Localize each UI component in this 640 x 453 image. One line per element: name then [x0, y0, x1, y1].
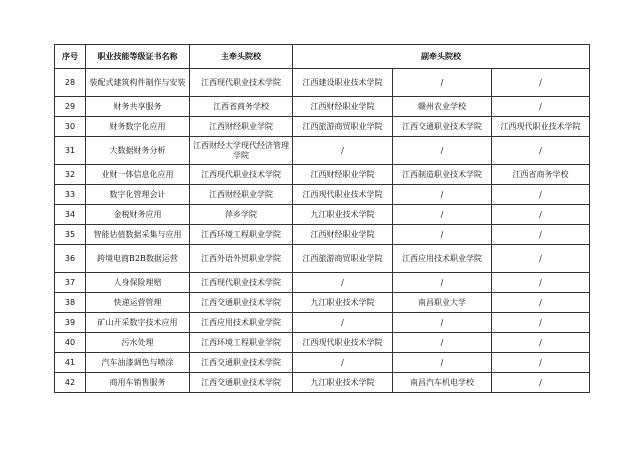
cell-no: 33 — [55, 185, 86, 205]
cell-lead: 江西交通职业技术学院 — [190, 293, 293, 313]
cell-no: 30 — [55, 117, 86, 137]
cell-lead: 江西现代职业技术学院 — [190, 165, 293, 185]
cell-vice-3: / — [492, 273, 590, 293]
cell-vice-3: / — [492, 185, 590, 205]
cell-vice-2: / — [393, 353, 492, 373]
cell-lead: 江西现代职业技术学院 — [190, 69, 293, 97]
cell-vice-3: / — [492, 69, 590, 97]
cell-cert: 金税财务应用 — [86, 205, 190, 225]
cell-vice-1: 江西财经职业学院 — [293, 225, 393, 245]
cell-vice-1: 江西现代职业技术学院 — [293, 333, 393, 353]
cell-vice-3: / — [492, 373, 590, 393]
header-vice: 副牵头院校 — [293, 45, 590, 69]
table-row — [55, 185, 590, 205]
cell-vice-2: 江西制造职业技术学院 — [393, 165, 492, 185]
table-row — [55, 333, 590, 353]
cell-no: 39 — [55, 313, 86, 333]
cell-vice-3: 江西省商务学校 — [492, 165, 590, 185]
cell-vice-3: / — [492, 205, 590, 225]
cell-no: 28 — [55, 69, 86, 97]
cell-vice-2: 江西交通职业技术学院 — [393, 117, 492, 137]
certificate-table — [54, 44, 590, 393]
header-row — [55, 45, 590, 69]
cell-vice-1: 江西财经职业学院 — [293, 165, 393, 185]
table-row — [55, 313, 590, 333]
cell-cert: 快递运营管理 — [86, 293, 190, 313]
table-row — [55, 137, 590, 165]
table-row — [55, 373, 590, 393]
cell-lead: 萍乡学院 — [190, 205, 293, 225]
cell-cert: 汽车油漆调色与喷涂 — [86, 353, 190, 373]
cell-vice-2: / — [393, 333, 492, 353]
cell-lead: 江西财经大学现代经济管理学院 — [190, 137, 293, 165]
cell-vice-1: / — [293, 353, 393, 373]
cell-lead: 江西交通职业技术学院 — [190, 373, 293, 393]
table-row — [55, 245, 590, 273]
cell-no: 31 — [55, 137, 86, 165]
cell-vice-2: / — [393, 205, 492, 225]
cell-no: 37 — [55, 273, 86, 293]
table-row — [55, 205, 590, 225]
cell-vice-1: 九江职业技术学院 — [293, 205, 393, 225]
cell-no: 40 — [55, 333, 86, 353]
cell-vice-3: / — [492, 293, 590, 313]
header-lead: 主牵头院校 — [190, 45, 293, 69]
cell-cert: 财务共享服务 — [86, 97, 190, 117]
cell-lead: 江西应用技术职业学院 — [190, 313, 293, 333]
cell-no: 32 — [55, 165, 86, 185]
cell-cert: 数字化管理会计 — [86, 185, 190, 205]
cell-cert: 业财一体信息化应用 — [86, 165, 190, 185]
cell-no: 35 — [55, 225, 86, 245]
cell-vice-2: / — [393, 225, 492, 245]
cell-vice-2: / — [393, 137, 492, 165]
cell-cert: 污水处理 — [86, 333, 190, 353]
cell-vice-2: 南昌职业大学 — [393, 293, 492, 313]
table-row — [55, 69, 590, 97]
cell-no: 38 — [55, 293, 86, 313]
cell-vice-1: 江西财经职业学院 — [293, 97, 393, 117]
cell-vice-2: / — [393, 313, 492, 333]
cell-vice-1: 九江职业技术学院 — [293, 293, 393, 313]
cell-no: 29 — [55, 97, 86, 117]
cell-lead: 江西财经职业学院 — [190, 117, 293, 137]
cell-lead: 江西现代职业技术学院 — [190, 273, 293, 293]
cell-vice-3: / — [492, 333, 590, 353]
cell-vice-3: / — [492, 313, 590, 333]
table-row — [55, 353, 590, 373]
cell-cert: 跨境电商B2B数据运营 — [86, 245, 190, 273]
cell-vice-1: 江西旅游商贸职业学院 — [293, 117, 393, 137]
cell-lead: 江西环境工程职业学院 — [190, 225, 293, 245]
table-row — [55, 165, 590, 185]
cell-vice-2: 江西应用技术职业学院 — [393, 245, 492, 273]
cell-vice-1: 江西建设职业技术学院 — [293, 69, 393, 97]
cell-no: 36 — [55, 245, 86, 273]
cell-no: 41 — [55, 353, 86, 373]
header-no: 序号 — [55, 45, 86, 69]
cell-cert: 装配式建筑构件制作与安装 — [86, 69, 190, 97]
cell-cert: 财务数字化应用 — [86, 117, 190, 137]
cell-vice-3: / — [492, 225, 590, 245]
table-row — [55, 97, 590, 117]
cell-vice-2: 南昌汽车机电学校 — [393, 373, 492, 393]
cell-cert: 商用车销售服务 — [86, 373, 190, 393]
cell-lead: 江西财经职业学院 — [190, 185, 293, 205]
cell-cert: 智能估值数据采集与应用 — [86, 225, 190, 245]
cell-cert: 人身保险理赔 — [86, 273, 190, 293]
cell-vice-3: / — [492, 137, 590, 165]
cell-vice-1: 江西旅游商贸职业学院 — [293, 245, 393, 273]
cell-lead: 江西省商务学校 — [190, 97, 293, 117]
table-row — [55, 273, 590, 293]
table-row — [55, 117, 590, 137]
cell-lead: 江西外语外贸职业学院 — [190, 245, 293, 273]
cell-vice-2: / — [393, 69, 492, 97]
cell-cert: 矿山开采数字技术应用 — [86, 313, 190, 333]
cell-cert: 大数据财务分析 — [86, 137, 190, 165]
cell-vice-2: / — [393, 185, 492, 205]
cell-vice-2: 赣州农业学校 — [393, 97, 492, 117]
cell-lead: 江西环境工程职业学院 — [190, 333, 293, 353]
cell-vice-3: / — [492, 245, 590, 273]
cell-lead: 江西交通职业技术学院 — [190, 353, 293, 373]
table-row — [55, 293, 590, 313]
table-row — [55, 225, 590, 245]
header-cert: 职业技能等级证书名称 — [86, 45, 190, 69]
cell-vice-1: 九江职业技术学院 — [293, 373, 393, 393]
cell-no: 42 — [55, 373, 86, 393]
cell-vice-3: / — [492, 97, 590, 117]
cell-vice-3: / — [492, 353, 590, 373]
cell-vice-2: / — [393, 273, 492, 293]
cell-vice-3: 江西现代职业技术学院 — [492, 117, 590, 137]
cell-vice-1: / — [293, 137, 393, 165]
cell-vice-1: 江西现代职业技术学院 — [293, 185, 393, 205]
cell-no: 34 — [55, 205, 86, 225]
cell-vice-1: / — [293, 313, 393, 333]
table-body — [55, 45, 590, 393]
cell-vice-1: / — [293, 273, 393, 293]
